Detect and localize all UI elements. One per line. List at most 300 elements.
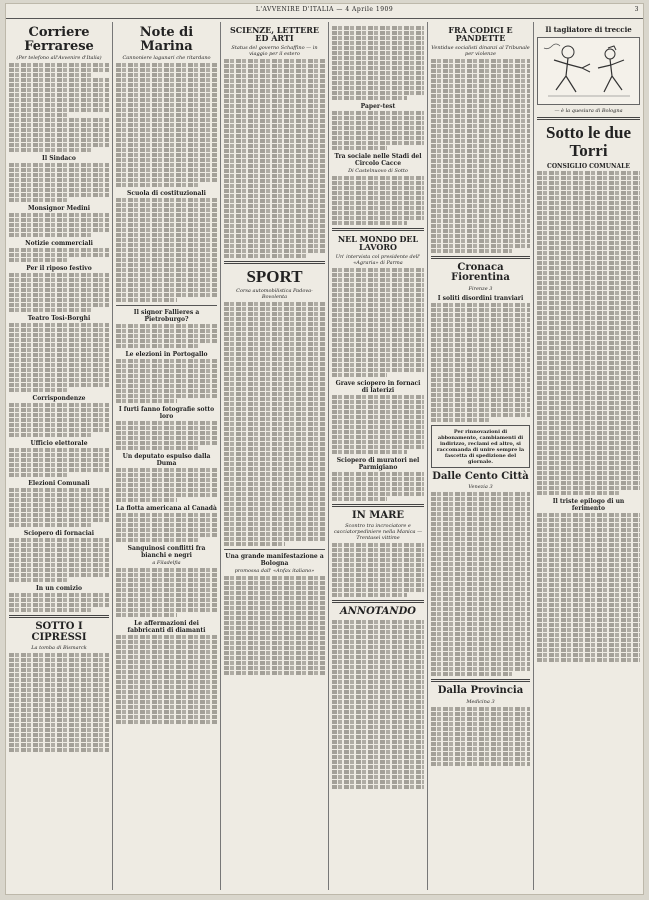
text-line [9,93,109,97]
text-line [537,266,640,270]
column-rule [431,256,530,259]
text-line [9,283,109,287]
text-line [224,84,325,88]
text-line [224,204,325,208]
text-line [224,104,325,108]
text-line [537,598,640,602]
text-line [537,648,640,652]
text-line [116,675,217,679]
text-line [9,188,109,192]
text-line [431,74,530,78]
text-line [224,576,325,580]
text-line [116,113,217,117]
text-line [431,373,530,377]
text-line [332,221,407,225]
text-line [116,108,217,112]
text-line [537,633,640,637]
text-line [224,64,325,68]
text-line [116,223,217,227]
text-line [116,208,217,212]
text-line [332,665,424,669]
text-line [9,458,109,462]
headline-scienze: SCIENZE, LETTERE ED ARTI [230,25,319,44]
text-line [9,413,109,417]
text-line [332,46,424,50]
text-line [116,258,217,262]
text-line [9,68,109,72]
column-4 [329,22,428,890]
text-line [431,732,530,736]
text-line [224,372,325,376]
text-line [537,486,640,490]
text-line [224,661,325,665]
section-head-conflitti: Sanguinosi conflitti fra bianchi e negri [127,545,206,560]
text-line [224,357,325,361]
text-line [224,512,325,516]
text-line [431,189,530,193]
text-line [224,392,325,396]
text-line [224,302,325,306]
text-line [431,154,530,158]
text-line [224,581,325,585]
text-line [537,608,640,612]
text-line [431,368,530,372]
text-line [332,735,424,739]
text-line [332,715,424,719]
text-line [332,181,424,185]
section-head-fornaci: Grave sciopero in fornaci di laterizi [335,379,421,394]
section-head-ufficio: Ufficio elettorale [30,440,88,448]
text-line [9,298,109,302]
text-line [431,652,530,656]
subhead-bismarck: La tomba di Bismarck [31,645,87,652]
text-line [332,755,424,759]
text-line [431,84,530,88]
section-head-teatro: Teatro Tosi-Borghi [27,315,91,323]
text-line [332,308,424,312]
text-line [332,26,424,30]
text-line [431,239,530,243]
text-line [431,313,530,317]
section-head-furti: I furti fanno fotografie sotto loro [118,406,215,421]
section-head-ferimento: Il triste epilogo di un ferimento [552,497,625,512]
text-line [116,298,177,302]
text-line [9,658,109,662]
text-line [224,442,325,446]
text-line [9,418,109,422]
text-line [116,635,217,639]
text-line [116,248,217,252]
text-line [332,445,424,449]
text-line [116,441,217,445]
text-line [9,183,109,187]
text-line [431,199,530,203]
text-line [431,627,530,631]
headline-sotto-le-due-torri: Sotto le due Torri [546,123,631,160]
text-line [9,693,109,697]
text-line [431,542,530,546]
text-line [224,472,325,476]
text-line [537,476,640,480]
text-line [224,362,325,366]
text-line [224,224,325,228]
text-line [116,203,217,207]
article-body [431,707,530,766]
text-line [537,336,640,340]
text-line [9,228,109,232]
text-line [224,69,325,73]
text-line [431,393,530,397]
text-line [537,491,621,495]
subhead-cannoniere: Cannoniere lagunari che ritardano [122,55,211,62]
text-line [332,482,424,486]
text-line [332,91,424,95]
text-line [431,64,530,68]
text-line [431,662,530,666]
article-body [9,163,109,202]
text-line [9,663,109,667]
headline-mondo-lavoro: NEL MONDO DEL LAVORO [337,234,419,253]
text-line [9,118,109,122]
text-line [224,452,325,456]
text-line [224,367,325,371]
text-line [332,625,424,629]
text-line [9,468,109,472]
text-line [116,364,217,368]
text-line [537,341,640,345]
text-line [116,213,217,217]
text-line [224,234,325,238]
text-line [116,650,217,654]
text-line [431,79,530,83]
text-line [116,118,217,122]
text-line [224,447,325,451]
headline-sotto-i-cipressi: SOTTO I CIPRESSI [31,621,87,643]
text-line [224,229,325,233]
text-line [332,695,424,699]
text-line [431,717,530,721]
text-line [332,573,424,577]
text-line [431,358,530,362]
text-line [332,86,424,90]
text-line [431,527,530,531]
text-line [431,517,530,521]
text-line [332,81,424,85]
section-head-deputato: Un deputato espulso dalla Duma [122,453,211,468]
article-body [116,568,217,617]
text-line [537,286,640,290]
article-body [9,488,109,527]
text-line [537,186,640,190]
text-line [332,61,424,65]
text-line [224,492,325,496]
section-head-elezioni: Elezioni Comunali [28,480,90,488]
text-line [332,685,424,689]
text-line [224,527,325,531]
text-line [9,213,109,217]
page-number: 3 [634,6,639,13]
text-line [431,99,530,103]
text-line [332,141,424,145]
text-line [332,472,424,476]
text-line [537,471,640,475]
text-line [116,473,217,477]
text-line [332,765,424,769]
article-body [224,302,325,546]
text-line [9,108,109,112]
text-line [332,700,424,704]
text-line [537,246,640,250]
text-line [224,219,325,223]
section-head-comizio: In un comizio [35,585,83,593]
text-line [537,456,640,460]
text-line [9,193,109,197]
text-line [9,548,109,552]
text-line [116,183,199,187]
text-line [537,563,640,567]
text-line [537,216,640,220]
section-head-flotta: La flotta americana al Canadà [116,505,217,513]
text-line [332,318,424,322]
text-line [9,653,109,657]
text-line [431,109,530,113]
text-line [9,83,109,87]
headline-sport: SPORT [246,266,303,286]
text-line [537,381,640,385]
text-line [116,513,217,517]
text-line [224,312,325,316]
text-line [9,713,109,717]
text-line [224,184,325,188]
article-body [116,63,217,187]
dateline-venezia: Venezia 3 [468,484,493,491]
text-line [9,678,109,682]
text-line [431,204,530,208]
text-line [537,366,640,370]
text-line [332,176,424,180]
article-body [431,303,530,422]
headline-tagliatore: Il tagliatore di treccie [545,25,632,34]
text-line [332,583,424,587]
column-6 [534,22,643,890]
text-line [431,378,530,382]
text-line [431,547,530,551]
folio-line [6,6,643,19]
text-line [537,226,640,230]
text-line [431,59,530,63]
text-line [537,481,640,485]
section-head-paper-test: Paper-test [360,103,396,110]
article-body [332,543,424,597]
article-body [116,468,217,502]
text-line [9,453,109,457]
text-line [116,63,217,67]
text-line [116,263,217,267]
text-line [9,133,109,137]
text-line [332,216,424,220]
article-body [332,395,424,454]
text-line [431,129,530,133]
text-line [537,421,640,425]
text-line [9,748,109,752]
text-line [116,163,217,167]
text-line [224,626,325,630]
text-line [537,638,640,642]
text-line [9,78,109,82]
text-line [537,553,640,557]
text-line [9,363,109,367]
text-line [224,671,325,675]
text-line [224,407,325,411]
text-line [431,537,530,541]
text-line [224,462,325,466]
text-line [431,632,530,636]
text-line [9,513,109,517]
text-line [116,568,217,572]
text-line [224,422,325,426]
text-line [537,181,640,185]
text-line [116,446,199,450]
text-line [537,558,640,562]
text-line [224,482,325,486]
text-line [116,593,217,597]
section-head-sindaco: Il Sindaco [42,155,76,163]
text-line [116,518,217,522]
text-line [9,608,91,612]
text-line [332,440,424,444]
text-line [332,497,387,501]
text-line [9,733,109,737]
text-line [9,568,109,572]
text-line [9,408,109,412]
text-line [224,497,325,501]
text-line [431,318,530,322]
subscription-notice [431,425,530,468]
text-line [9,123,109,127]
text-line [224,332,325,336]
column-rule [332,504,424,507]
article-body [116,359,217,403]
text-line [224,342,325,346]
text-line [332,71,424,75]
text-line [116,329,217,333]
text-line [116,198,217,202]
text-line [431,353,530,357]
text-line [224,174,325,178]
text-line [431,762,530,766]
newspaper-page [6,4,643,894]
text-line [431,622,530,626]
text-line [537,361,640,365]
text-line [332,328,424,332]
section-head-riposo: Per il riposo festivo [26,265,92,273]
text-line [332,348,424,352]
text-line [431,69,530,73]
text-line [537,326,640,330]
text-line [9,163,109,167]
text-line [224,611,325,615]
text-line [537,376,640,380]
article-body [116,421,217,450]
text-line [431,169,530,173]
text-line [224,194,325,198]
text-line [332,293,424,297]
section-head-scuola: Scuola di costituzionali [127,190,206,198]
text-line [431,124,530,128]
article-body [431,492,530,676]
text-line [224,94,325,98]
text-line [116,715,217,719]
section-head-notizie: Notizie commerciali [25,240,93,248]
text-line [116,268,217,272]
text-line [537,271,640,275]
text-line [537,391,640,395]
text-line [116,133,217,137]
text-line [431,383,530,387]
text-line [537,513,640,517]
text-line [116,128,217,132]
text-line [537,291,640,295]
text-line [332,563,424,567]
subhead-agraria: Un' intervista col presidente dell' «Agraria» di Parma [335,253,421,266]
text-line [332,358,424,362]
text-line [224,79,325,83]
text-line [431,592,530,596]
text-line [431,727,530,731]
article-body [332,472,424,501]
text-line [537,583,640,587]
column-rule [537,117,640,120]
text-line [116,399,177,403]
text-line [332,410,424,414]
text-line [224,139,325,143]
article-body [332,111,424,150]
text-line [332,395,424,399]
text-line [332,278,424,282]
column-rule [9,615,109,618]
text-line [224,487,325,491]
text-line [116,533,217,537]
text-line [224,412,325,416]
text-line [537,251,640,255]
text-line [9,248,109,252]
article-body [224,59,325,258]
text-line [431,159,530,163]
text-line [116,705,217,709]
text-line [332,51,424,55]
article-body [9,63,109,152]
text-line [332,323,424,327]
text-line [332,206,424,210]
text-line [116,488,217,492]
text-line [431,224,530,228]
text-line [116,720,217,724]
text-line [332,338,424,342]
text-line [9,233,91,237]
text-line [332,543,424,547]
text-line [116,426,217,430]
text-line [332,400,424,404]
text-line [537,426,640,430]
text-line [116,173,217,177]
text-line [224,537,325,541]
text-line [332,548,424,552]
text-line [332,36,424,40]
text-line [9,503,109,507]
text-line [224,159,325,163]
text-line [332,487,424,491]
headline-annotando: ANNOTANDO [340,606,416,618]
